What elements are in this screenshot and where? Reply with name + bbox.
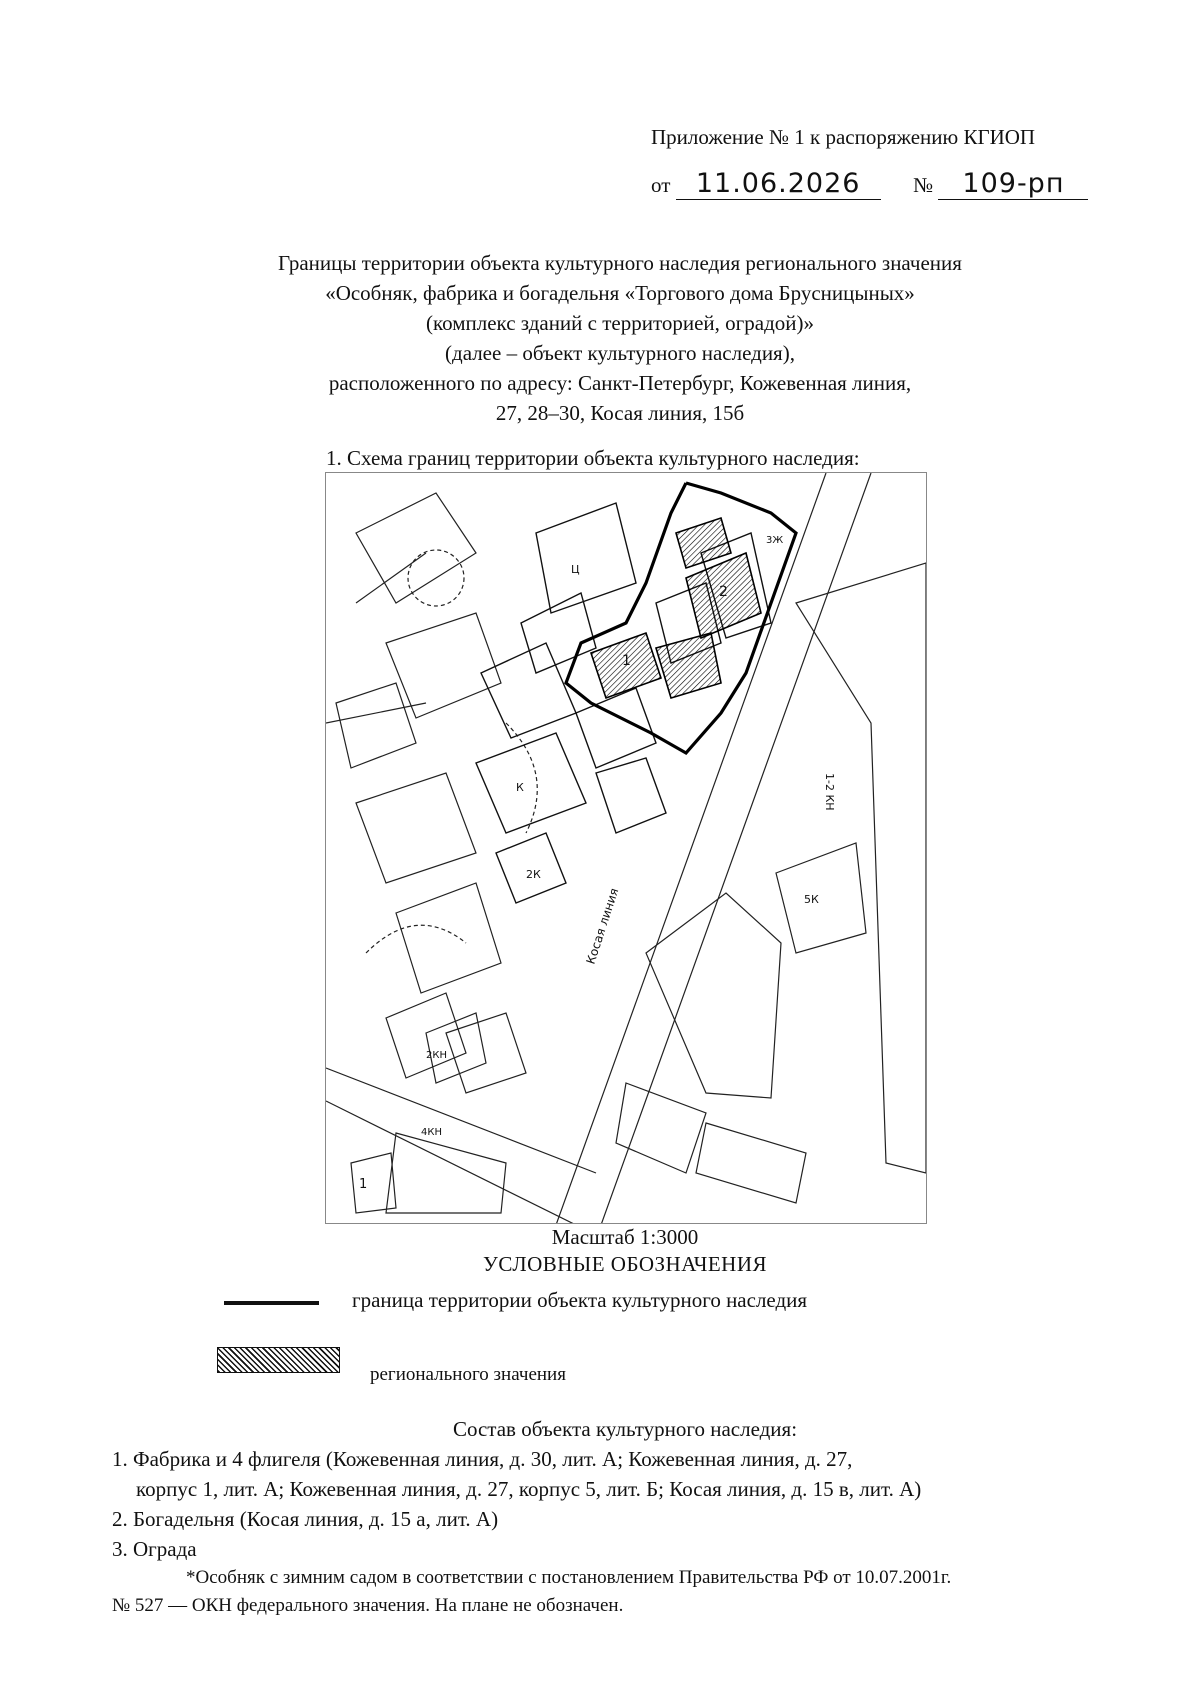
legend-boundary-label: граница территории объекта культурного наследия — [352, 1288, 808, 1312]
building-outline — [476, 733, 586, 833]
building-outline — [356, 773, 476, 883]
building-outline — [356, 493, 476, 603]
building-number-1: 1 — [622, 653, 631, 669]
title-line: расположенного по адресу: Санкт-Петербург, Кожевенная линия, — [328, 371, 912, 395]
legend-title: УСЛОВНЫЕ ОБОЗНАЧЕНИЯ — [482, 1252, 768, 1276]
scheme-title: 1. Схема границ территории объекта культурного наследия: — [326, 446, 860, 470]
number-prefix: № — [913, 173, 934, 197]
order-dateline — [651, 168, 1088, 200]
street-edge-bottom-bottom — [326, 1101, 576, 1224]
building-number-2: 2 — [719, 584, 728, 600]
street-line — [326, 703, 426, 723]
building-outline — [796, 563, 926, 1173]
building-outline — [396, 883, 501, 993]
order-number: 109-рп — [938, 168, 1088, 200]
date-prefix: от — [651, 173, 671, 197]
composition-item: 3. Ограда — [112, 1537, 197, 1561]
street-label-kosaya: Косая линия — [583, 886, 622, 966]
map-mark: 5К — [804, 893, 819, 906]
dashed-path — [366, 925, 466, 953]
boundary-map — [325, 472, 927, 1224]
map-drawing — [326, 473, 927, 1224]
heritage-building — [676, 518, 731, 568]
building-outline — [616, 1083, 706, 1173]
building-outline — [446, 1013, 526, 1093]
map-mark: 3Ж — [766, 535, 784, 546]
map-mark: 2КН — [426, 1050, 447, 1061]
title-line: (далее – объект культурного наследия), — [445, 341, 795, 365]
order-date: 11.06.2026 — [676, 168, 881, 200]
legend-boundary-symbol — [224, 1301, 319, 1305]
building-outline — [776, 843, 866, 953]
map-scale: Масштаб 1:3000 — [551, 1225, 699, 1249]
legend-hatch-label: регионального значения — [370, 1364, 566, 1385]
appendix-heading: Приложение № 1 к распоряжению КГИОП — [651, 125, 1036, 149]
building-outline — [521, 593, 596, 673]
map-mark: Ц — [571, 563, 580, 576]
title-line: 27, 28–30, Косая линия, 15б — [495, 401, 745, 425]
map-mark: 1 — [359, 1177, 368, 1192]
composition-title: Состав объекта культурного наследия: — [452, 1417, 798, 1441]
building-outline — [596, 758, 666, 833]
composition-item: 1. Фабрика и 4 флигеля (Кожевенная линия, д. 30, лит. А; Кожевенная линия, д. 27, — [112, 1447, 853, 1471]
street-line — [356, 553, 426, 603]
map-mark: К — [516, 781, 524, 794]
building-outline — [696, 1123, 806, 1203]
title-line: (комплекс зданий с территорией, оградой)» — [425, 311, 815, 335]
footnote-line: *Особняк с зимним садом в соответствии с постановлением Правительства РФ от 10.07.2001г. — [186, 1567, 952, 1588]
title-line: «Особняк, фабрика и богадельня «Торгового дома Брусницыных» — [325, 281, 915, 305]
map-mark: 1-2 КН — [823, 773, 836, 811]
map-mark: 4КН — [421, 1127, 442, 1138]
building-outline — [481, 643, 576, 738]
footnote-line: № 527 — ОКН федерального значения. На плане не обозначен. — [112, 1595, 624, 1616]
dashed-path — [506, 723, 537, 833]
composition-item: корпус 1, лит. А; Кожевенная линия, д. 27, корпус 5, лит. Б; Косая линия, д. 15 в, лит. А) — [136, 1477, 922, 1501]
building-outline — [336, 683, 416, 768]
building-outline — [536, 503, 636, 613]
building-outline — [386, 1133, 506, 1213]
heritage-boundary — [566, 483, 796, 753]
composition-item: 2. Богадельня (Косая линия, д. 15 а, лит. А) — [112, 1507, 499, 1531]
legend-hatch-symbol — [217, 1347, 340, 1373]
building-outline — [386, 613, 501, 718]
title-line: Границы территории объекта культурного наследия регионального значения — [278, 251, 962, 275]
building-outline — [646, 893, 781, 1098]
map-mark: 2К — [526, 868, 541, 881]
document-title — [150, 248, 1090, 428]
